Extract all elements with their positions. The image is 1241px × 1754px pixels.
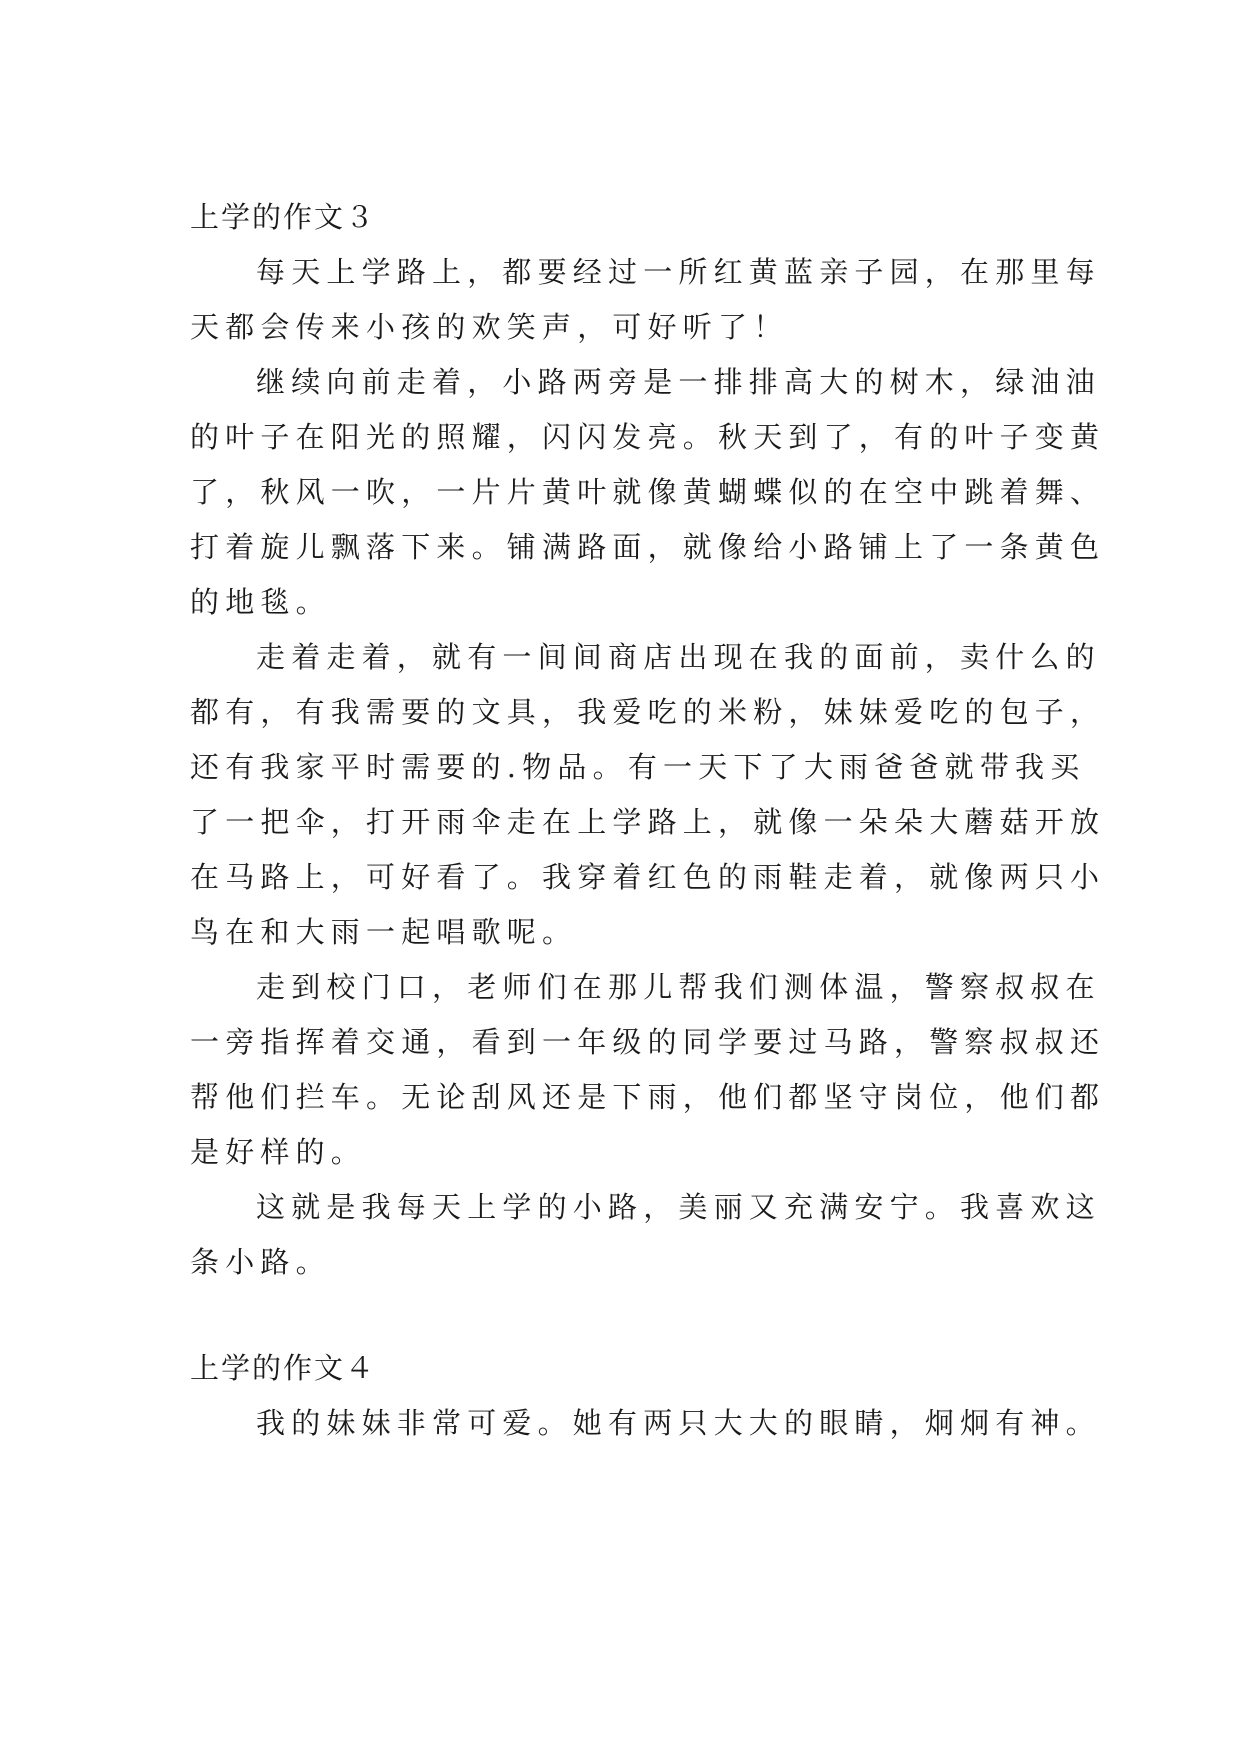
paragraph-line: 条小路。 [190, 1245, 331, 1279]
paragraph-line: 了，秋风一吹，一片片黄叶就像黄蝴蝶似的在空中跳着舞、 [190, 475, 1106, 509]
paragraph-line: 都有，有我需要的文具，我爱吃的米粉，妹妹爱吃的包子， [190, 695, 1106, 729]
paragraph-line: 的地毯。 [190, 585, 331, 619]
paragraph-line: 打着旋儿飘落下来。铺满路面，就像给小路铺上了一条黄色 [190, 530, 1106, 564]
paragraph-line: 我的妹妹非常可爱。她有两只大大的眼睛，炯炯有神。 [256, 1406, 1101, 1440]
paragraph-line: 这就是我每天上学的小路，美丽又充满安宁。我喜欢这 [256, 1190, 1101, 1224]
paragraph-line: 一旁指挥着交通，看到一年级的同学要过马路，警察叔叔还 [190, 1025, 1106, 1059]
section-title: 上学的作文４ [190, 1351, 377, 1385]
paragraph-line: 天都会传来小孩的欢笑声，可好听了！ [190, 310, 789, 344]
paragraph-line: 的叶子在阳光的照耀，闪闪发亮。秋天到了，有的叶子变黄 [190, 420, 1106, 454]
paragraph-line: 是好样的。 [190, 1135, 367, 1169]
paragraph-line: 还有我家平时需要的.物品。有一天下了大雨爸爸就带我买 [190, 750, 1086, 784]
paragraph-line: 了一把伞，打开雨伞走在上学路上，就像一朵朵大蘑菇开放 [190, 805, 1106, 839]
paragraph-line: 走着走着，就有一间间商店出现在我的面前，卖什么的 [256, 640, 1101, 674]
paragraph-line: 继续向前走着，小路两旁是一排排高大的树木，绿油油 [256, 365, 1101, 399]
paragraph-line: 走到校门口，老师们在那儿帮我们测体温，警察叔叔在 [256, 970, 1101, 1004]
section-title: 上学的作文３ [190, 200, 377, 234]
paragraph-line: 鸟在和大雨一起唱歌呢。 [190, 915, 578, 949]
paragraph-line: 在马路上，可好看了。我穿着红色的雨鞋走着，就像两只小 [190, 860, 1106, 894]
paragraph-line: 帮他们拦车。无论刮风还是下雨，他们都坚守岗位，他们都 [190, 1080, 1106, 1114]
paragraph-line: 每天上学路上，都要经过一所红黄蓝亲子园，在那里每 [256, 255, 1101, 289]
